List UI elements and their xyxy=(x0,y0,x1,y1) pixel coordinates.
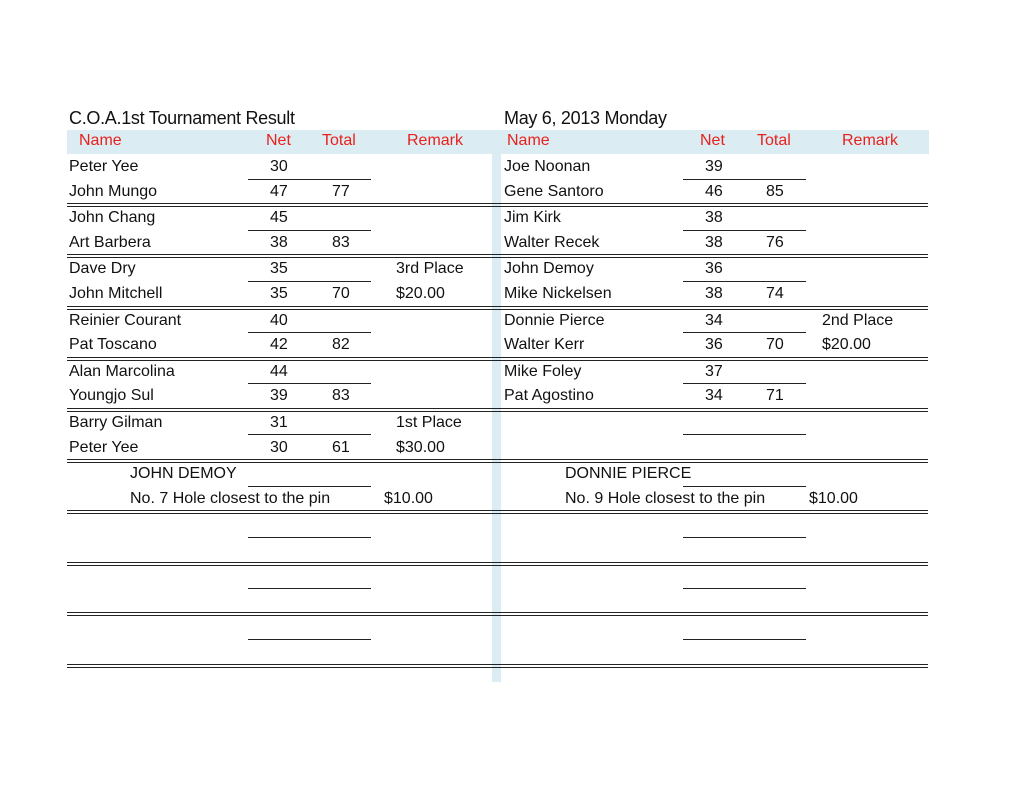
right-closest-label: No. 9 Hole closest to the pin xyxy=(565,490,766,507)
column-gap xyxy=(492,130,501,682)
right-header-net: Net xyxy=(700,132,725,149)
left-row-10-net: 39 xyxy=(270,387,288,404)
left-row-3-name: John Chang xyxy=(69,209,156,226)
pair-separator xyxy=(67,254,928,258)
pair-separator xyxy=(67,357,928,361)
right-header-total: Total xyxy=(757,132,791,149)
left-row-12-total: 61 xyxy=(332,439,350,456)
left-row-11-net: 31 xyxy=(270,414,288,431)
left-underline xyxy=(248,179,371,180)
left-closest-label: No. 7 Hole closest to the pin xyxy=(130,490,331,507)
left-row-12-net: 30 xyxy=(270,439,288,456)
right-underline xyxy=(683,230,806,231)
left-underline xyxy=(248,639,371,640)
pair-separator xyxy=(67,664,928,668)
left-row-10-total: 83 xyxy=(332,387,350,404)
left-row-8-name: Pat Toscano xyxy=(69,336,157,353)
left-header-name: Name xyxy=(79,132,122,149)
right-underline xyxy=(683,281,806,282)
pair-separator xyxy=(67,612,928,616)
right-row-2-name: Gene Santoro xyxy=(504,183,604,200)
left-underline xyxy=(248,383,371,384)
right-row-9-net: 37 xyxy=(705,363,723,380)
right-row-5-name: John Demoy xyxy=(504,260,594,277)
left-underline xyxy=(248,332,371,333)
right-underline xyxy=(683,383,806,384)
right-row-3-net: 38 xyxy=(705,209,723,226)
left-closest-winner: JOHN DEMOY xyxy=(130,465,237,482)
right-row-6-name: Mike Nickelsen xyxy=(504,285,612,302)
left-row-9-name: Alan Marcolina xyxy=(69,363,175,380)
right-row-8-name: Walter Kerr xyxy=(504,336,585,353)
right-row-3-name: Jim Kirk xyxy=(504,209,561,226)
right-underline xyxy=(683,434,806,435)
page-title: C.O.A.1st Tournament Result xyxy=(69,108,295,128)
right-row-1-name: Joe Noonan xyxy=(504,158,591,175)
right-row-5-net: 36 xyxy=(705,260,723,277)
left-row-9-net: 44 xyxy=(270,363,288,380)
left-row-1-net: 30 xyxy=(270,158,288,175)
pair-separator xyxy=(67,306,928,310)
left-row-12-remark: $30.00 xyxy=(396,439,445,456)
right-row-10-name: Pat Agostino xyxy=(504,387,594,404)
right-row-7-remark: 2nd Place xyxy=(822,312,894,329)
left-row-5-net: 35 xyxy=(270,260,288,277)
pair-separator xyxy=(67,459,928,463)
left-row-4-total: 83 xyxy=(332,234,350,251)
pair-separator xyxy=(67,203,928,207)
right-header-remark: Remark xyxy=(842,132,899,149)
left-underline xyxy=(248,588,371,589)
left-underline xyxy=(248,230,371,231)
left-row-1-name: Peter Yee xyxy=(69,158,139,175)
left-row-4-name: Art Barbera xyxy=(69,234,151,251)
right-row-1-net: 39 xyxy=(705,158,723,175)
right-header-name: Name xyxy=(507,132,550,149)
left-underline xyxy=(248,281,371,282)
right-closest-prize: $10.00 xyxy=(809,490,858,507)
right-underline xyxy=(683,537,806,538)
left-row-11-name: Barry Gilman xyxy=(69,414,163,431)
right-underline xyxy=(683,486,806,487)
left-row-10-name: Youngjo Sul xyxy=(69,387,154,404)
left-row-11-remark: 1st Place xyxy=(396,414,462,431)
right-closest-winner: DONNIE PIERCE xyxy=(565,465,692,482)
right-row-4-net: 38 xyxy=(705,234,723,251)
left-header-total: Total xyxy=(322,132,356,149)
left-row-8-net: 42 xyxy=(270,336,288,353)
right-underline xyxy=(683,588,806,589)
left-row-5-remark: 3rd Place xyxy=(396,260,464,277)
left-row-3-net: 45 xyxy=(270,209,288,226)
left-row-4-net: 38 xyxy=(270,234,288,251)
right-row-4-total: 76 xyxy=(766,234,784,251)
right-row-4-name: Walter Recek xyxy=(504,234,600,251)
right-row-8-net: 36 xyxy=(705,336,723,353)
pair-separator xyxy=(67,562,928,566)
left-row-8-total: 82 xyxy=(332,336,350,353)
left-row-7-net: 40 xyxy=(270,312,288,329)
left-row-6-net: 35 xyxy=(270,285,288,302)
left-underline xyxy=(248,434,371,435)
right-underline xyxy=(683,639,806,640)
right-row-8-remark: $20.00 xyxy=(822,336,871,353)
right-row-9-name: Mike Foley xyxy=(504,363,582,380)
left-closest-prize: $10.00 xyxy=(384,490,433,507)
right-row-6-net: 38 xyxy=(705,285,723,302)
left-underline xyxy=(248,486,371,487)
left-header-remark: Remark xyxy=(407,132,464,149)
left-row-7-name: Reinier Courant xyxy=(69,312,182,329)
left-row-6-name: John Mitchell xyxy=(69,285,163,302)
left-row-5-name: Dave Dry xyxy=(69,260,136,277)
right-row-10-total: 71 xyxy=(766,387,784,404)
right-row-8-total: 70 xyxy=(766,336,784,353)
left-row-12-name: Peter Yee xyxy=(69,439,139,456)
left-row-6-total: 70 xyxy=(332,285,350,302)
right-underline xyxy=(683,179,806,180)
right-underline xyxy=(683,332,806,333)
right-row-2-net: 46 xyxy=(705,183,723,200)
right-row-2-total: 85 xyxy=(766,183,784,200)
pair-separator xyxy=(67,510,928,514)
left-row-2-net: 47 xyxy=(270,183,288,200)
left-row-2-name: John Mungo xyxy=(69,183,158,200)
right-row-7-name: Donnie Pierce xyxy=(504,312,605,329)
pair-separator xyxy=(67,408,928,412)
left-underline xyxy=(248,537,371,538)
left-row-2-total: 77 xyxy=(332,183,350,200)
tournament-date: May 6, 2013 Monday xyxy=(504,108,667,128)
right-row-6-total: 74 xyxy=(766,285,784,302)
right-row-10-net: 34 xyxy=(705,387,723,404)
left-row-6-remark: $20.00 xyxy=(396,285,445,302)
left-header-net: Net xyxy=(266,132,291,149)
right-row-7-net: 34 xyxy=(705,312,723,329)
